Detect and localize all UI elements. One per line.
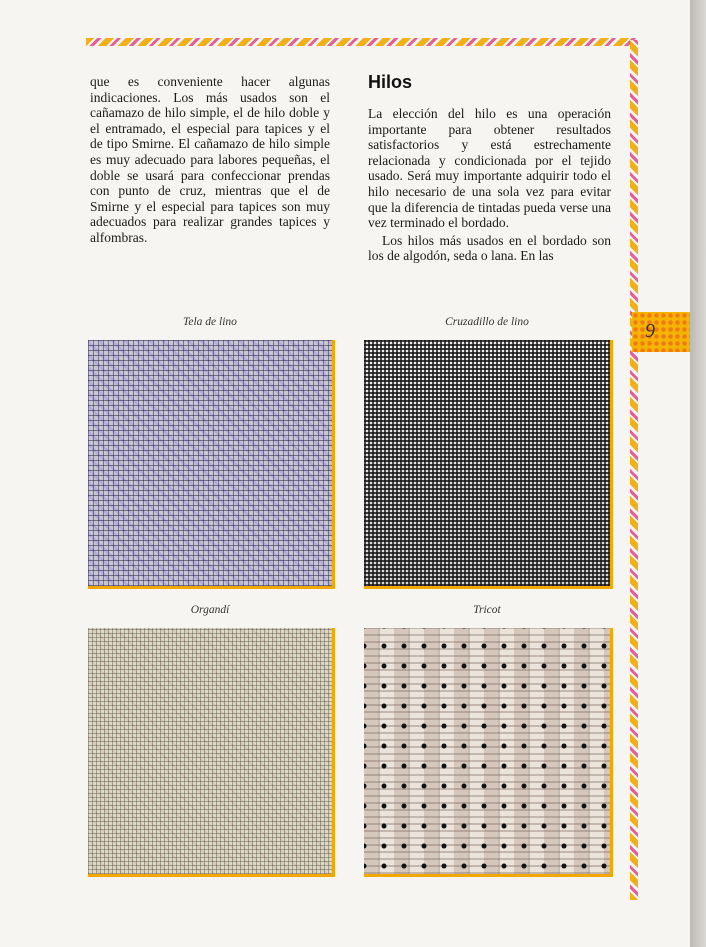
right-paragraph-2: Los hilos más usados en el bordado son los de algodón, seda o lana. En las [368,232,611,264]
caption-tela-de-lino: Tela de lino [183,316,237,328]
left-column-text: que es conveniente hacer algunas indicaciones. Los más usados son el cañamazo de hilo simple, el de hilo doble y el entramado, el especial para tapices y el de tipo Smirne. El cañamazo de hilo simple es muy adecuado para labores pequeñas, el doble se usará para confeccionar prendas con punto de cruz, mientras que el de Smirne y el especial para tapices son muy adecuados para realizar grandes tapices y alfombras. [90,74,330,245]
page-number-tab [632,312,690,352]
fabric-swatch-tricot [364,628,613,877]
decorative-border-right [630,40,638,900]
fabric-swatch-tela-de-lino [88,340,335,589]
right-paragraph-1: La elección del hilo es una operación importante para obtener resultados satisfactorios y está estrechamente relacionada y condicionada por el tejido usado. Será muy importante adquirir todo el hilo necesario de una sola vez para evitar que la diferencia de tintadas pueda verse una vez terminado el bordado. [368,106,611,231]
caption-cruzadillo-de-lino: Cruzadillo de lino [445,316,529,328]
caption-tricot: Tricot [473,604,501,616]
right-column [368,106,611,264]
page-number: 9 [645,320,655,342]
section-heading: Hilos [368,72,413,92]
fabric-swatch-cruzadillo-de-lino [364,340,613,589]
caption-organdi: Organdí [190,604,230,616]
book-spine [690,0,706,947]
decorative-border-top [86,38,636,46]
fabric-swatch-organdi [88,628,335,877]
